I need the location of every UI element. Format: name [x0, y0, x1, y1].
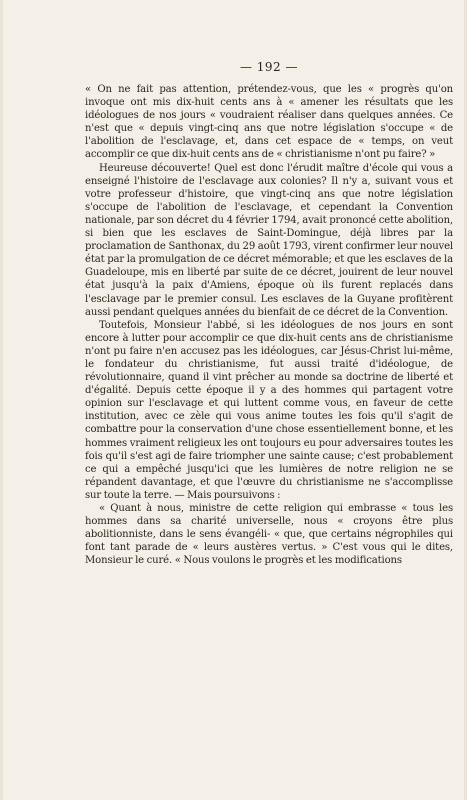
paragraph: Heureuse découverte! Quel est donc l'érudit maître d'école qui vous a enseigné l'histoire de l'esclavage aux colonies? Il n'y a, suivant vous et votre professeur d'histoire, que vingt-cinq ans que notre législation s'occupe de l'abolition de l'esclavage, et cependant la Convention nationale, par son décret du 4 février 1794, avait prononcé cette abolition, si bien que les esclaves de Saint-Domingue, déjà libres par la proclamation de Santhonax, du 29 août 1793, virent confirmer leur nouvel état par la promulgation de ce décret mémorable; et que les esclaves de la Guadeloupe, mis en liberté par suite de ce décret, jouirent de leur nouvel état jusqu'à la paix d'Amiens, époque où ils furent replacés dans l'esclavage par le premier consul. Les esclaves de la Guyane profitèrent aussi pendant quelques années du bienfait de ce décret de la Convention.	[85, 162, 453, 318]
quoted-paragraph: « Quant à nous, ministre de cette religion qui embrasse « tous les hommes dans sa charité universelle, nous « croyons être plus abolitionniste, dans le sens évangéli- « que, que certains négrophiles qui font tant parade de « leurs austères vertus. » C'est vous qui le dites, Monsieur le curé. « Nous voulons le progrès et les modifications	[85, 503, 453, 567]
paragraph: Toutefois, Monsieur l'abbé, si les idéologues de nos jours en sont encore à lutter pour accomplir ce que dix-huit cents ans de christianisme n'ont pu faire n'en accusez pas les idéologues, car Jésus-Christ lui-même, le fondateur du christianisme, fut aussi traité d'idéologue, de révolutionnaire, quand il vint prêcher au monde sa doctrine de liberté et d'égalité. Depuis cette époque il y a des hommes qui partagent votre opinion sur l'esclavage et qui luttent comme vous, en faveur de cette institution, avec ce zèle qui vous anime toutes les fois qu'il s'agit de combattre pour la conservation d'une chose essentiellement bonne, et les hommes vraiment religieux les ont toujours eu pour adversaires toutes les fois qu'il s'est agi de faire triompher une sainte cause; c'est probablement ce qui a empêché jusqu'ici que les lumières de notre religion ne se répandent davantage, et que l'œuvre du christianisme ne s'accomplisse sur toute la terre. — Mais poursuivons :	[85, 319, 453, 501]
page-body	[85, 83, 453, 567]
quoted-paragraph: « On ne fait pas attention, prétendez-vous, que les « progrès qu'on invoque ont mis dix-huit cents ans à « amener les résultats que les idéologues de nos jours « voudraient réaliser dans quelques années. Ce n'est que « depuis vingt-cinq ans que notre législation s'occupe « de l'abolition de l'esclavage, et, dans cet espace de « temps, on veut accomplir ce que dix-huit cents ans de « christianisme n'ont pu faire? »	[85, 84, 453, 161]
page-number: — 192 —	[239, 60, 299, 74]
page-edge-left	[0, 0, 3, 800]
